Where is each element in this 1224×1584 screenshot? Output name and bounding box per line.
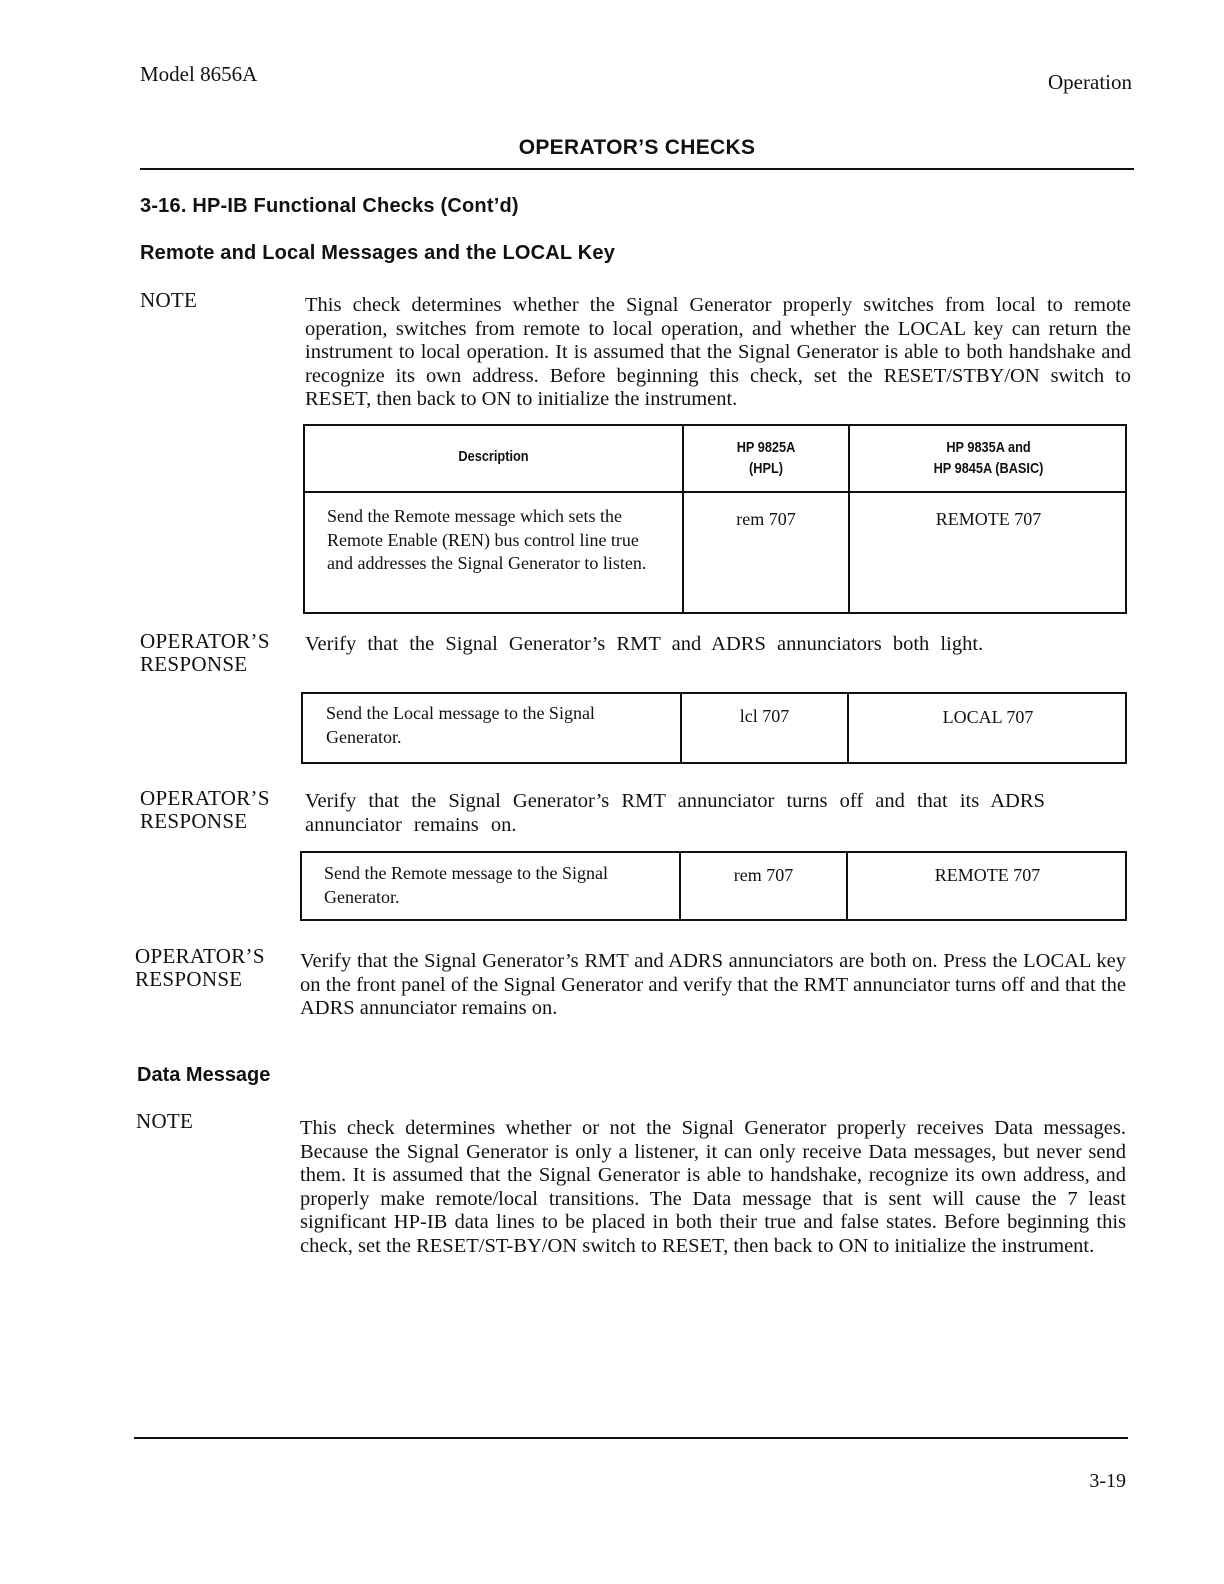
response-2-label-line1: OPERATOR’S (140, 786, 270, 810)
col-header-hp9825a (696, 437, 835, 479)
note-2-label: NOTE (136, 1109, 194, 1133)
response-1-label-line2: RESPONSE (140, 652, 248, 676)
note-2-text: This check determines whether or not the Signal Generator properly receives Data messages. Because the Signal Generator is only a listener, it can only receive Data messages, but never send them. It is assumed that the Signal Generator is able to handshake, recognize its own address, and properly make remote/local transitions. The Data message that is sent will cause the 7 least significant HP-IB data lines to be placed in both their true and false states. Before beginning this check, set the RESET/ST-BY/ON switch to RESET, then back to ON to initialize the instrument. (300, 1117, 1126, 1257)
note-label: NOTE (140, 288, 198, 312)
section-heading: 3-16. HP-IB Functional Checks (Cont’d) (140, 195, 519, 217)
response-2-label (140, 787, 270, 833)
row-1-basic: REMOTE 707 (935, 509, 1042, 529)
header-section: Operation (1048, 70, 1132, 94)
row-1-description: Send the Remote message which sets the Remote Enable (REN) bus control line true and addresses the Signal Generator to listen. (327, 506, 647, 573)
row-2-hpl: lcl 707 (739, 706, 790, 726)
subheading-data-message: Data Message (137, 1064, 271, 1086)
response-3-label (135, 945, 265, 991)
note-1-text: This check determines whether the Signal Generator properly switches from local to remote operation, switches from remote to local operation, and whether the LOCAL key can return the instrument to local operation. It is assumed that the Signal Generator is able to both handshake and recognize its own address. Before beginning this check, set the RESET/STBY/ON switch to RESET, then back to ON to initialize the instrument. (305, 294, 1131, 410)
table-1-header-rule (303, 491, 1127, 493)
response-2-label-line2: RESPONSE (140, 809, 248, 833)
response-1-text: Verify that the Signal Generator’s RMT and ADRS annunciators both light. (305, 633, 984, 655)
row-3-hpl: rem 707 (733, 865, 794, 885)
row-2-basic: LOCAL 707 (942, 707, 1034, 727)
response-1-label (140, 630, 270, 676)
page-title: OPERATOR’S CHECKS (518, 136, 756, 159)
col-header-hp9835a (871, 437, 1106, 479)
col-header-description: Description (458, 448, 529, 465)
footer-rule (134, 1437, 1128, 1439)
col-header-hp9825a-line1: HP 9825A (736, 439, 796, 456)
col-header-hp9835a-line1: HP 9835A and (946, 439, 1031, 456)
row-3-description: Send the Remote message to the Signal Generator. (324, 863, 608, 907)
row-2-description: Send the Local message to the Signal Generator. (326, 703, 595, 747)
header-model: Model 8656A (140, 62, 258, 86)
col-header-hp9825a-line2: (HPL) (749, 460, 783, 477)
title-rule (140, 168, 1134, 170)
page-number: 3-19 (1089, 1470, 1126, 1492)
response-3-label-line2: RESPONSE (135, 967, 243, 991)
row-1-hpl: rem 707 (736, 509, 796, 529)
response-1-label-line1: OPERATOR’S (140, 629, 270, 653)
row-3-basic: REMOTE 707 (934, 865, 1041, 885)
subheading-remote-local: Remote and Local Messages and the LOCAL Key (140, 242, 616, 264)
response-3-text: Verify that the Signal Generator’s RMT and ADRS annunciators are both on. Press the LOCAL key on the front panel of the Signal Generator and verify that the RMT annunciator turns off and that the ADRS annunciator remains on. (300, 950, 1126, 1019)
response-2-text: Verify that the Signal Generator’s RMT annunciator turns off and that its ADRS annunciator remains on. (305, 790, 1045, 836)
col-header-hp9835a-line2: HP 9845A (BASIC) (933, 460, 1044, 477)
response-3-label-line1: OPERATOR’S (135, 944, 265, 968)
